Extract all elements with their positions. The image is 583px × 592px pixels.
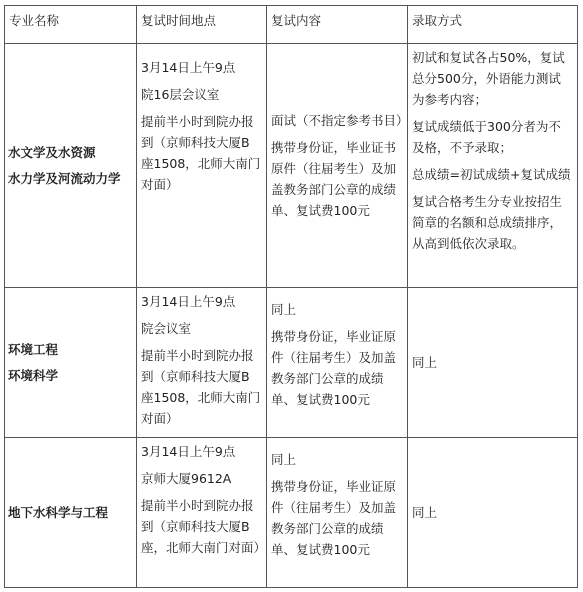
admission-cell — [408, 44, 578, 288]
retest-place: 院会议室 — [141, 321, 192, 336]
major-name: 水力学及河流动力学 — [8, 170, 121, 186]
major-name: 环境科学 — [8, 367, 59, 383]
content-cell — [267, 438, 408, 588]
retest-table — [4, 5, 578, 588]
table-row — [5, 438, 578, 588]
admission-text: 初试和复试各占50%，复试总分500分，外语能力测试为参考内容； — [412, 50, 565, 107]
retest-place: 院16层会议室 — [141, 87, 220, 102]
admission-text: 总成绩=初试成绩+复试成绩 — [412, 167, 571, 182]
major-name: 水文学及水资源 — [8, 144, 96, 160]
admission-text: 同上 — [412, 505, 438, 520]
header-content: 复试内容 — [267, 6, 408, 44]
content-interview: 同上 — [271, 302, 297, 317]
time-place-cell — [137, 438, 267, 588]
major-name: 地下水科学与工程 — [8, 504, 109, 520]
content-docs: 携带身份证，毕业证书原件（往届考生）及加盖教务部门公章的成绩单、复试费100元 — [271, 140, 397, 218]
table-row — [5, 44, 578, 288]
retest-time: 3月14日上午9点 — [141, 294, 236, 309]
major-cell — [5, 288, 137, 438]
admission-cell — [408, 438, 578, 588]
retest-note: 提前半小时到院办报到（京师科技大厦B座，北师大南门对面） — [141, 498, 267, 555]
admission-text: 复试成绩低于300分者为不及格，不予录取； — [412, 119, 561, 155]
retest-note: 提前半小时到院办报到（京师科技大厦B座1508，北师大南门对面） — [141, 114, 261, 192]
table-row — [5, 288, 578, 438]
content-cell — [267, 44, 408, 288]
content-interview: 面试（不指定参考书目） — [271, 113, 409, 128]
retest-time: 3月14日上午9点 — [141, 444, 236, 459]
header-time-place: 复试时间地点 — [137, 6, 267, 44]
content-docs: 携带身份证，毕业证原件（往届考生）及加盖教务部门公章的成绩单、复试费100元 — [271, 329, 397, 407]
retest-time: 3月14日上午9点 — [141, 60, 236, 75]
major-cell — [5, 44, 137, 288]
major-name: 环境工程 — [8, 341, 59, 357]
major-cell — [5, 438, 137, 588]
admission-text: 同上 — [412, 355, 438, 370]
content-interview: 同上 — [271, 452, 297, 467]
admission-text: 复试合格考生分专业按招生简章的名额和总成绩排序，从高到低依次录取。 — [412, 194, 563, 251]
header-row — [5, 6, 578, 44]
time-place-cell — [137, 44, 267, 288]
admission-cell — [408, 288, 578, 438]
time-place-cell — [137, 288, 267, 438]
header-major: 专业名称 — [5, 6, 137, 44]
content-docs: 携带身份证，毕业证原件（往届考生）及加盖教务部门公章的成绩单、复试费100元 — [271, 479, 397, 557]
header-admission: 录取方式 — [408, 6, 578, 44]
retest-place: 京师大厦9612A — [141, 471, 232, 486]
retest-note: 提前半小时到院办报到（京师科技大厦B座1508，北师大南门对面） — [141, 348, 261, 426]
content-cell — [267, 288, 408, 438]
